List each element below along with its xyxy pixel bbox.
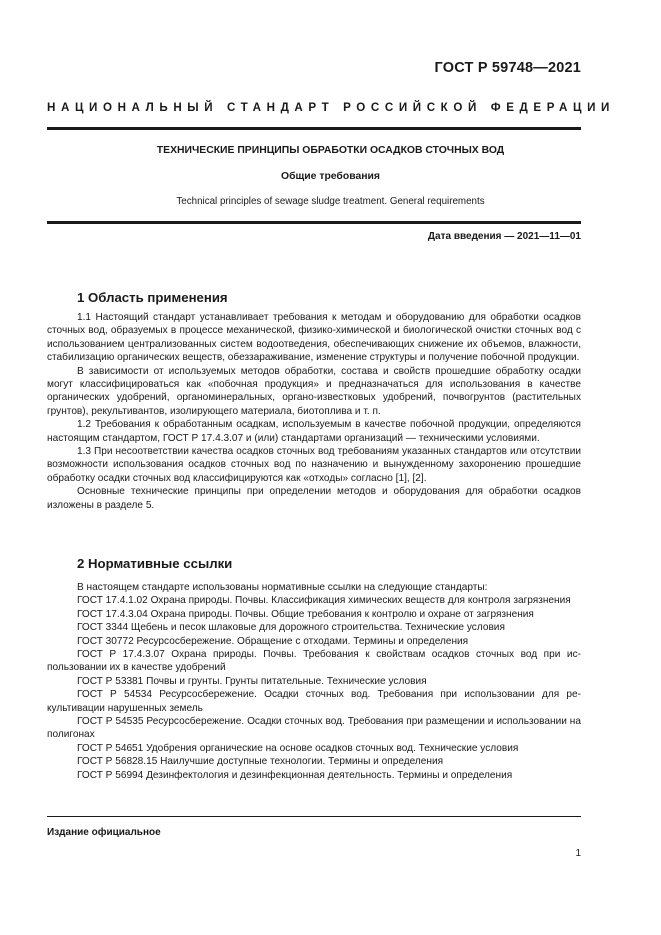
footer-divider <box>47 816 581 817</box>
reference-item: ГОСТ Р 53381 Почвы и грунты. Грунты питательные. Технические условия <box>77 675 427 687</box>
scope-section-body <box>47 311 581 512</box>
paragraph: 1.1 Настоящий стандарт устанавливает требования к методам и оборудованию для обработки осадков сточных вод, образуемых в процессе механической, физико-химической и биологической очистки сточных вод с использованием централизованных систем водоотведения, обеспечивающих снижение их объемов, влажности, стабилизацию органических веществ, обеззараживание, изменение структуры и получение побочной продукции. <box>47 312 581 364</box>
official-edition-label: Издание официальное <box>47 827 161 838</box>
document-title: ТЕХНИЧЕСКИЕ ПРИНЦИПЫ ОБРАБОТКИ ОСАДКОВ СТОЧНЫХ ВОД <box>156 145 505 156</box>
reference-item: ГОСТ Р 56994 Дезинфектология и дезинфекционная деятельность. Термины и определения <box>77 769 513 781</box>
reference-item: ГОСТ Р 54534 Ресурсосбережение. Осадки сточных вод. Требования при использовании для рекультивации нарушенных земель <box>47 689 581 714</box>
reference-item: ГОСТ Р 56828.15 Наилучшие доступные технологии. Термины и определения <box>77 756 444 768</box>
references-section-body <box>47 581 581 782</box>
reference-item: ГОСТ 17.4.3.04 Охрана природы. Почвы. Общие требования к контролю и охране от загрязнения <box>77 608 534 620</box>
reference-item: ГОСТ Р 54535 Ресурсосбережение. Осадки сточных вод. Требования при размещении и использовании на полигонах <box>47 716 581 741</box>
reference-item: ГОСТ Р 17.4.3.07 Охрана природы. Почвы. Требования к свойствам осадков сточных вод при использовании их в качестве удобрений <box>47 649 581 674</box>
paragraph: 1.2 Требования к обработанным осадкам, используемым в качестве побочной продукции, определяются настоящим стандартом, ГОСТ Р 17.4.3.07 и (или) стандартами организаций — техническими условиями. <box>47 419 581 444</box>
reference-item: ГОСТ Р 54651 Удобрения органические на основе осадков сточных вод. Технические условия <box>77 742 519 754</box>
title-divider <box>47 221 581 224</box>
page-number: 1 <box>575 848 581 859</box>
paragraph: В зависимости от используемых методов обработки, состава и свойств прошедшие обработку осадки могут классифицироваться как «побочная продукция» и предназначаться для использования в качестве органических удобрений, органоминеральных, органо-известковых удобрений, почвогрунтов (растительных грунтов), рекультивантов, изолирующего материала, биотоплива и т. п. <box>47 365 581 417</box>
document-code: ГОСТ Р 59748—2021 <box>434 60 581 76</box>
document-subtitle: Общие требования <box>281 171 380 182</box>
section-heading-scope: 1 Область применения <box>77 290 228 305</box>
paragraph: В настоящем стандарте использованы нормативные ссылки на следующие стандарты: <box>77 582 488 593</box>
top-divider <box>47 127 581 130</box>
english-title: Technical principles of sewage sludge treatment. General requirements <box>176 196 485 207</box>
paragraph: Основные технические принципы при определении методов и оборудования для обработки осадков изложены в разделе 5. <box>47 486 581 511</box>
national-standard-banner: НАЦИОНАЛЬНЫЙ СТАНДАРТ РОССИЙСКОЙ ФЕДЕРАЦИИ <box>47 101 615 114</box>
reference-item: ГОСТ 17.4.1.02 Охрана природы. Почвы. Классификация химических веществ для контроля загрязнения <box>77 595 571 607</box>
section-heading-references: 2 Нормативные ссылки <box>77 556 233 571</box>
reference-item: ГОСТ 30772 Ресурсосбережение. Обращение с отходами. Термины и определения <box>77 635 469 647</box>
introduction-date: Дата введения — 2021—11—01 <box>427 231 581 242</box>
paragraph: 1.3 При несоответствии качества осадков сточных вод требованиям указанных стандартов или отсутствии возможности использования осадков сточных вод по назначению и вынужденному захоронению прошедшие обработку осадки сточных вод классифицируются как «отходы» согласно [1], [2]. <box>47 446 581 484</box>
reference-item: ГОСТ 3344 Щебень и песок шлаковые для дорожного строительства. Технические условия <box>77 622 505 634</box>
